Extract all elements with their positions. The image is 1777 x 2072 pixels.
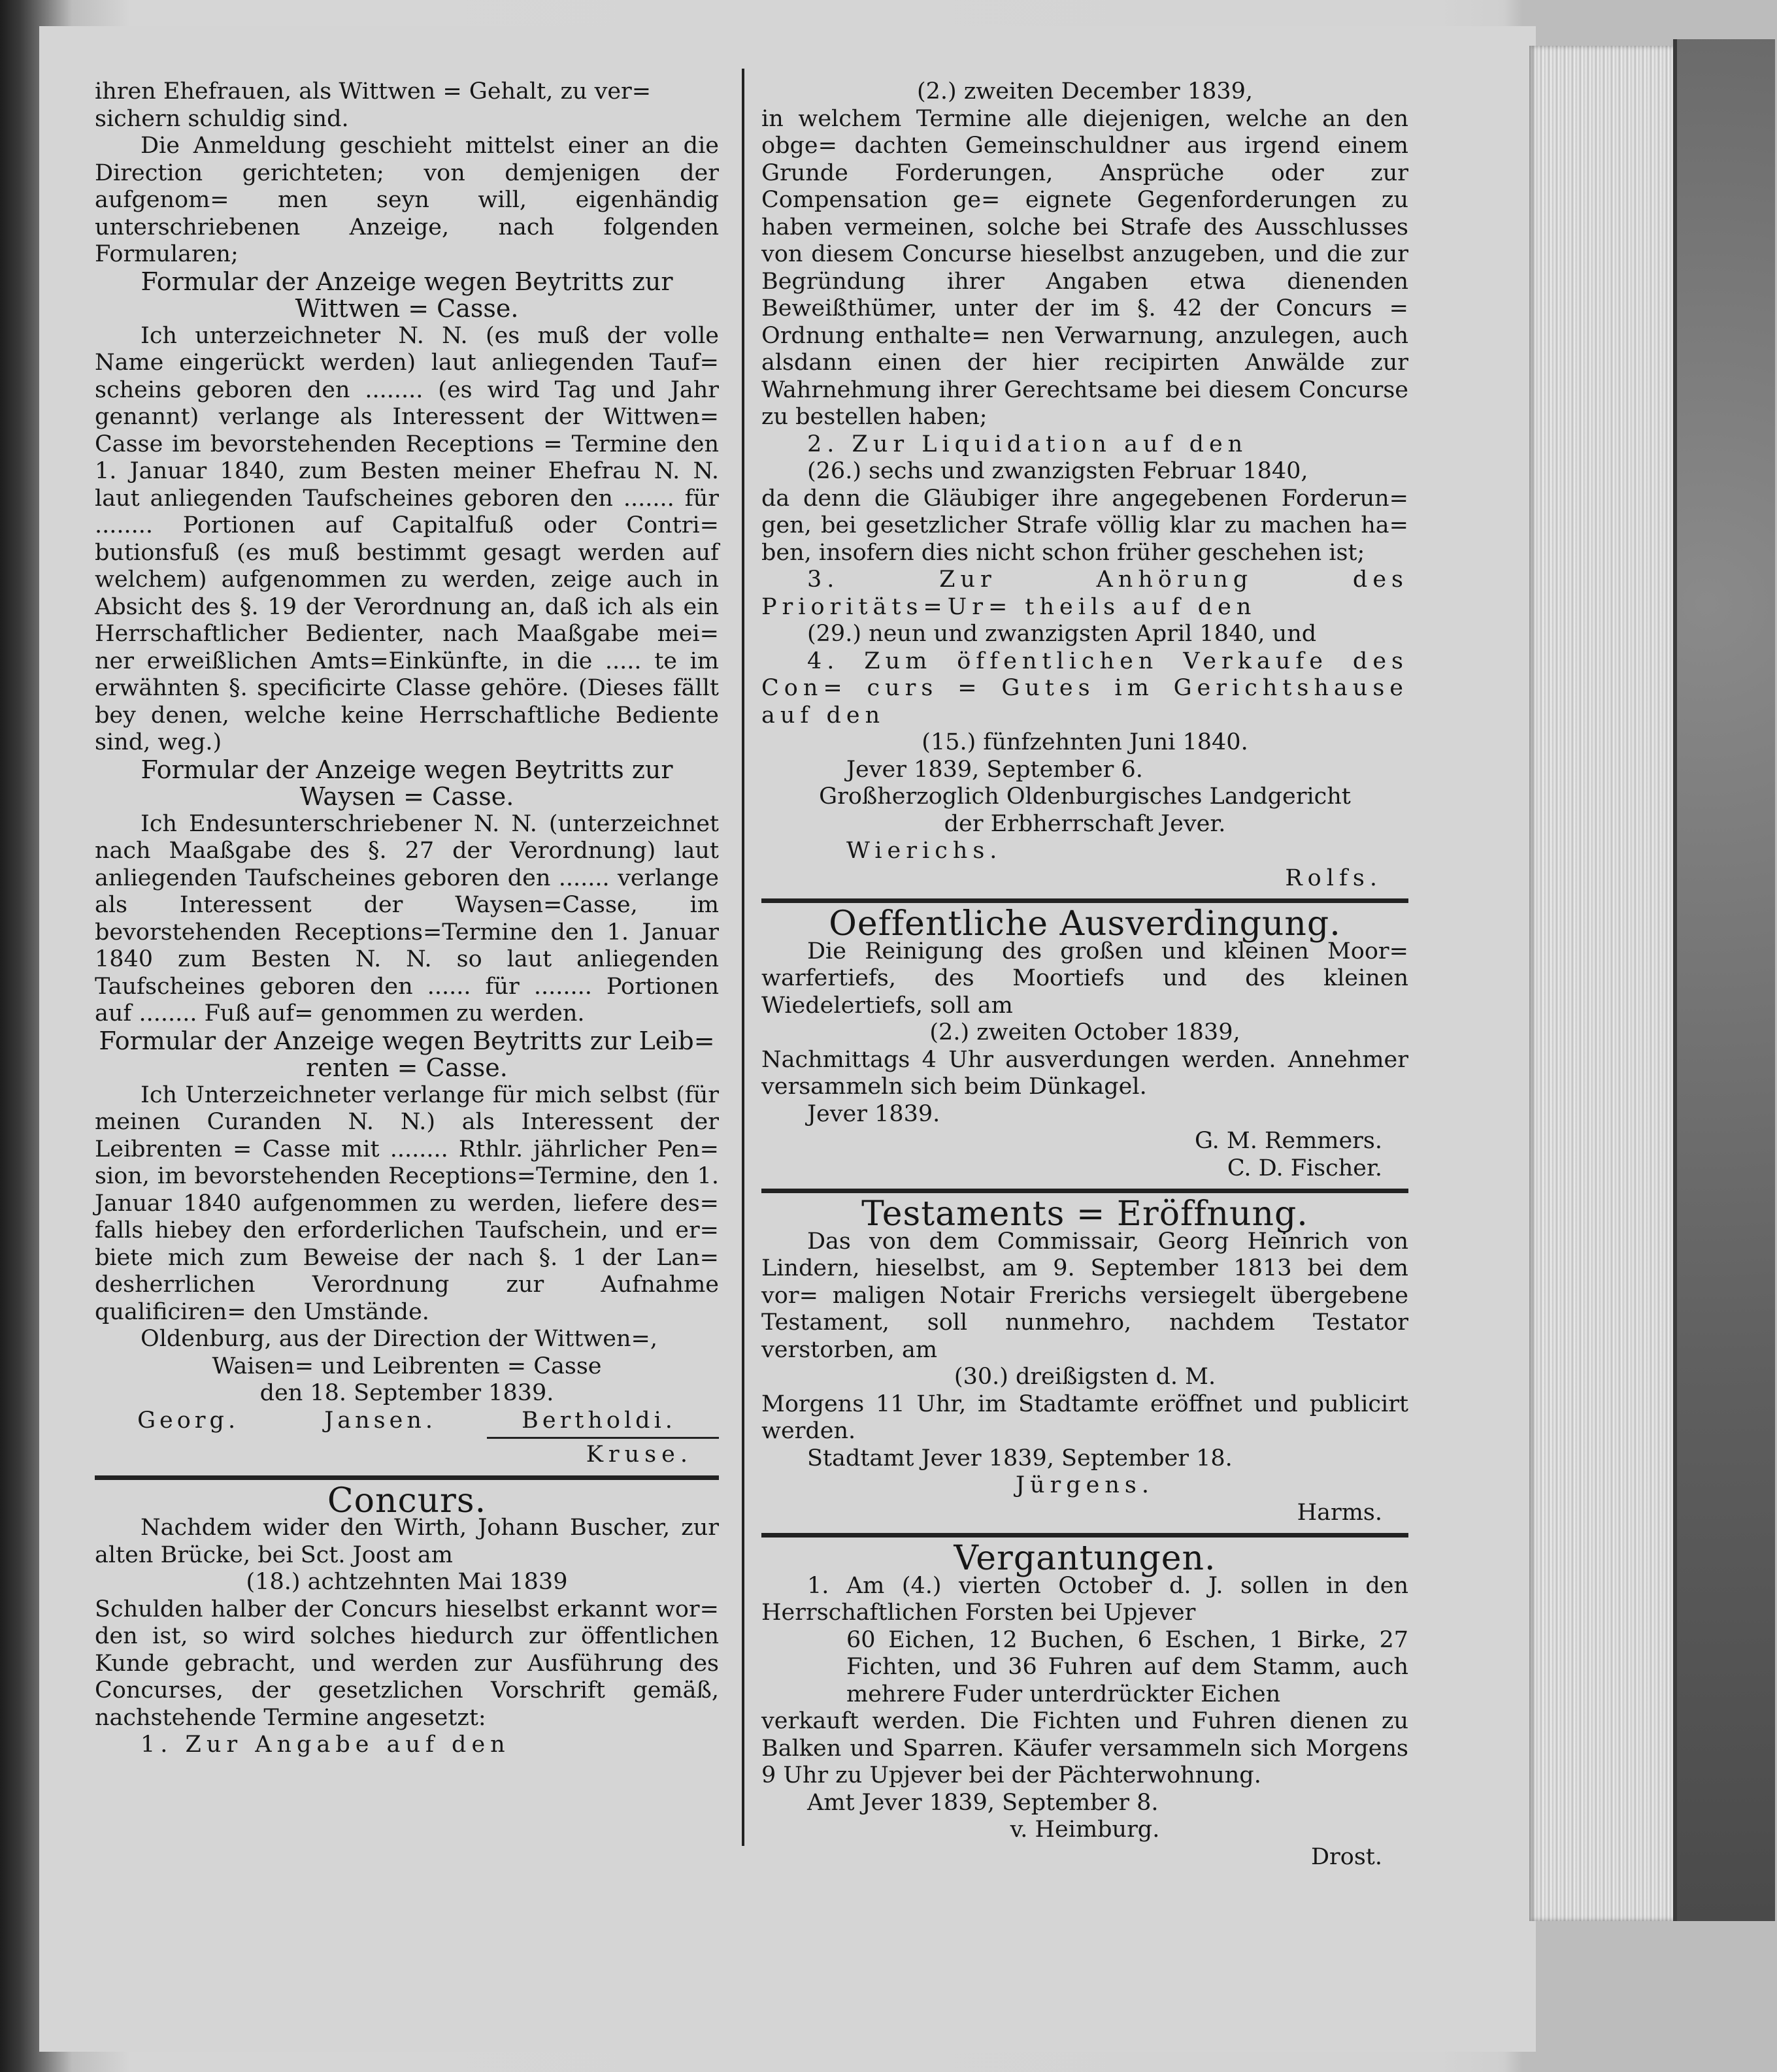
signature-row — [95, 1407, 719, 1435]
testament-signature-2: Harms. — [1297, 1499, 1382, 1526]
concurs-item-1: 1. Zur Angabe auf den — [141, 1732, 510, 1758]
concurs-paragraph-1: in welchem Termine alle diejenigen, welche an den obge= dachten Gemeinschuldner aus irgend einem Grunde Forderungen, Ansprüche oder zur Compensation ge= eignete Gegenforderungen zu haben vermeinen, solche bei Strafe des Ausschlusses von diesem Concurse hieselbst anzugeben, und die zur Begründung ihrer Angaben etwa dienenden Beweißthümer, unter der im §. 42 der Concurs = Ordnung enthalte= nen Verwarnung, anzulegen, auch alsdann einen der hier recipirten Anwälde zur Wahrnehmung ihrer Gerechtsame bei diesem Concurse zu bestellen haben; — [761, 105, 1408, 430]
intro-line-2: sichern schuldig sind. — [95, 105, 349, 132]
signature-kruse: Kruse. — [586, 1441, 693, 1468]
ausverdingung-date: (2.) zweiten October 1839, — [929, 1019, 1240, 1045]
vergantungen-signature-2: Drost. — [1310, 1843, 1382, 1870]
concurs-date-line-2: (26.) sechs und zwanzigsten Februar 1840, — [807, 458, 1308, 484]
concurs-date: (18.) achtzehnten Mai 1839 — [246, 1569, 568, 1595]
form1-heading-line-1: Formular der Anzeige wegen Beytritts zur — [141, 267, 673, 296]
signature-georg: Georg. — [137, 1407, 240, 1434]
vergantungen-signature-1: v. Heimburg. — [1010, 1817, 1160, 1843]
form2-heading-line-2: Waysen = Casse. — [299, 782, 514, 811]
form2-text: Ich Endesunterschriebener N. N. (unterzeichnet nach Maaßgabe des §. 27 der Verordnung) laut anliegenden Taufscheines geboren den ....... verlange als Interessent der Waysen=Casse, im bevorstehenden Receptions=Termine den 1. Januar 1840 zum Besten N. N. so laut anliegenden Taufscheines geboren den ...... für ........ Portionen auf ........ Fuß auf= genommen zu werden. — [95, 810, 719, 1027]
section-rule-vergantungen — [761, 1533, 1408, 1538]
ausverdingung-signature-1: G. M. Remmers. — [1194, 1128, 1382, 1154]
court-line-1: Großherzoglich Oldenburgisches Landgericht — [819, 783, 1351, 810]
book-cover-edge — [1673, 39, 1775, 1921]
place-line-3: den 18. September 1839. — [259, 1380, 554, 1406]
place-line-1: Oldenburg, aus der Direction der Wittwen=, — [141, 1326, 657, 1352]
concurs-date-line-4: (15.) fünfzehnten Juni 1840. — [922, 729, 1248, 755]
column-divider — [742, 69, 744, 1846]
book-page-edges — [1529, 46, 1693, 1921]
form1-text: Ich unterzeichneter N. N. (es muß der volle Name eingerückt werden) laut anliegenden Tauf= scheins geboren den ........ (es wird Tag und Jahr genannt) verlange als Interessent der Wittwen= Casse im bevorstehenden Receptions = Termine den 1. Januar 1840, zum Besten meiner Ehefrau N. N. laut anliegenden Taufscheines geboren den ....... für ........ Portionen auf Capitalfuß oder Contri= butionsfuß (es muß bestimmt gesagt werden auf welchem) aufgenommen zu werden, zeige auch in Absicht des §. 19 der Verordnung an, daß ich als ein Herrschaftlicher Bedienter, nach Maaßgabe mei= ner erweißlichen Amts=Einkünfte, in die ..... te im erwähnten §. specificirte Classe gehöre. (Dieses fällt bey denen, welche keine Herrschaftliche Bediente sind, weg.) — [95, 322, 719, 755]
concurs-date-line-3: (29.) neun und zwanzigsten April 1840, und — [807, 621, 1317, 647]
vergantungen-title: Vergantungen. — [954, 1539, 1216, 1578]
testament-date: (30.) dreißigsten d. M. — [954, 1364, 1216, 1390]
ausverdingung-signature-2: C. D. Fischer. — [1227, 1155, 1382, 1181]
testament-text-1: Das von dem Commissair, Georg Heinrich von Lindern, hieselbst, am 9. September 1813 bei dem vor= maligen Notair Frerichs versiegelt übergebene Testament, soll nunmehro, nachdem Testator verstorben, am — [761, 1228, 1408, 1363]
concurs-item-2: 2. Zur Liquidation auf den — [807, 431, 1248, 457]
application-paragraph: Die Anmeldung geschieht mittelst einer an die Direction gerichteten; von demjenigen der aufgenom= men seyn will, eigenhändig unterschriebenen Anzeige, nach folgenden Formularen; — [95, 133, 719, 267]
left-column — [95, 78, 719, 1759]
concurs-text-1: Nachdem wider den Wirth, Johann Buscher, zur alten Brücke, bei Sct. Joost am — [95, 1515, 719, 1568]
vergantungen-place: Amt Jever 1839, September 8. — [807, 1789, 1159, 1816]
vergantungen-list-1: 60 Eichen, 12 Buchen, 6 Eschen, 1 Birke, 27 Fichten, und 36 Fuhren auf dem Stamm, auch mehrere Fuder unterdrückter Eichen — [846, 1626, 1408, 1707]
form1-heading-line-2: Wittwen = Casse. — [295, 294, 519, 323]
right-column — [761, 78, 1408, 1871]
signature-rolfs: Rolfs. — [1285, 864, 1382, 891]
section-rule-concurs — [95, 1475, 719, 1480]
form3-heading-line-2: renten = Casse. — [306, 1053, 508, 1082]
ausverdingung-title: Oeffentliche Ausverdingung. — [829, 904, 1341, 944]
concurs-date-line-1: (2.) zweiten December 1839, — [916, 78, 1254, 105]
form3-heading-line-1: Formular der Anzeige wegen Beytritts zur Leib= — [99, 1026, 715, 1055]
testament-signature-1: Jürgens. — [1015, 1472, 1155, 1498]
concurs-text-2: Schulden halber der Concurs hieselbst erkannt wor= den ist, so wird solches hiedurch zur öffentlichen Kunde gebracht, und werden zur Ausführung des Concurses, der gesetzlichen Vorschrift gemäß, nachstehende Termine angesetzt: — [95, 1596, 719, 1731]
testament-text-2: Morgens 11 Uhr, im Stadtamte eröffnet und publicirt werden. — [761, 1390, 1408, 1444]
jever-date: Jever 1839, September 6. — [846, 756, 1143, 783]
concurs-item-4: 4. Zum öffentlichen Verkaufe des Con= curs = Gutes im Gerichtshause auf den — [761, 648, 1408, 729]
form2-heading-line-1: Formular der Anzeige wegen Beytritts zur — [141, 755, 673, 784]
place-line-2: Waisen= und Leibrenten = Casse — [212, 1353, 602, 1379]
form3-text: Ich Unterzeichneter verlange für mich selbst (für meinen Curanden N. N.) als Interessent der Leibrenten = Casse mit ........ Rthlr. jährlicher Pen= sion, im bevorstehenden Receptions=Termine, den 1. Januar 1840 aufgenommen zu werden, liefere des= falls hiebey den erforderlichen Taufschein, und er= biete mich zum Beweise der nach §. 1 der Lan= desherrlichen Verordnung zur Aufnahme qualificiren= den Umstände. — [95, 1081, 719, 1325]
concurs-title: Concurs. — [327, 1481, 487, 1521]
vergantungen-text-1: 1. Am (4.) vierten October d. J. sollen in den Herrschaftlichen Forsten bei Upjever — [761, 1572, 1408, 1626]
signature-bertholdi: Bertholdi. — [522, 1407, 676, 1434]
section-rule-testament — [761, 1189, 1408, 1193]
court-line-2: der Erbherrschaft Jever. — [944, 810, 1226, 837]
testament-title: Testaments = Eröffnung. — [861, 1194, 1308, 1234]
signature-jansen: Jansen. — [324, 1407, 437, 1434]
signature-rule — [487, 1437, 719, 1439]
ausverdingung-text-2: Nachmittags 4 Uhr ausverdungen werden. Annehmer versammeln sich beim Dünkagel. — [761, 1046, 1408, 1100]
signature-wierichs: Wierichs. — [846, 838, 1003, 864]
ausverdingung-place: Jever 1839. — [807, 1100, 940, 1127]
ausverdingung-text-1: Die Reinigung des großen und kleinen Moor= warfertiefs, des Moortiefs und des kleinen Wiedelertiefs, soll am — [761, 938, 1408, 1019]
section-rule-ausverdingung — [761, 898, 1408, 903]
intro-line-1: ihren Ehefrauen, als Wittwen = Gehalt, zu ver= — [95, 78, 652, 105]
concurs-item-3: 3. Zur Anhörung des Prioritäts=Ur= theils auf den — [761, 567, 1408, 620]
testament-place: Stadtamt Jever 1839, September 18. — [807, 1445, 1233, 1472]
concurs-paragraph-2: da denn die Gläubiger ihre angegebenen Forderun= gen, bei gesetzlicher Strafe völlig klar zu machen ha= ben, insofern dies nicht schon früher geschehen ist; — [761, 485, 1408, 566]
vergantungen-text-2: verkauft werden. Die Fichten und Fuhren dienen zu Balken und Sparren. Käufer versammeln sich Morgens 9 Uhr zu Upjever bei der Pächterwohnung. — [761, 1708, 1408, 1788]
